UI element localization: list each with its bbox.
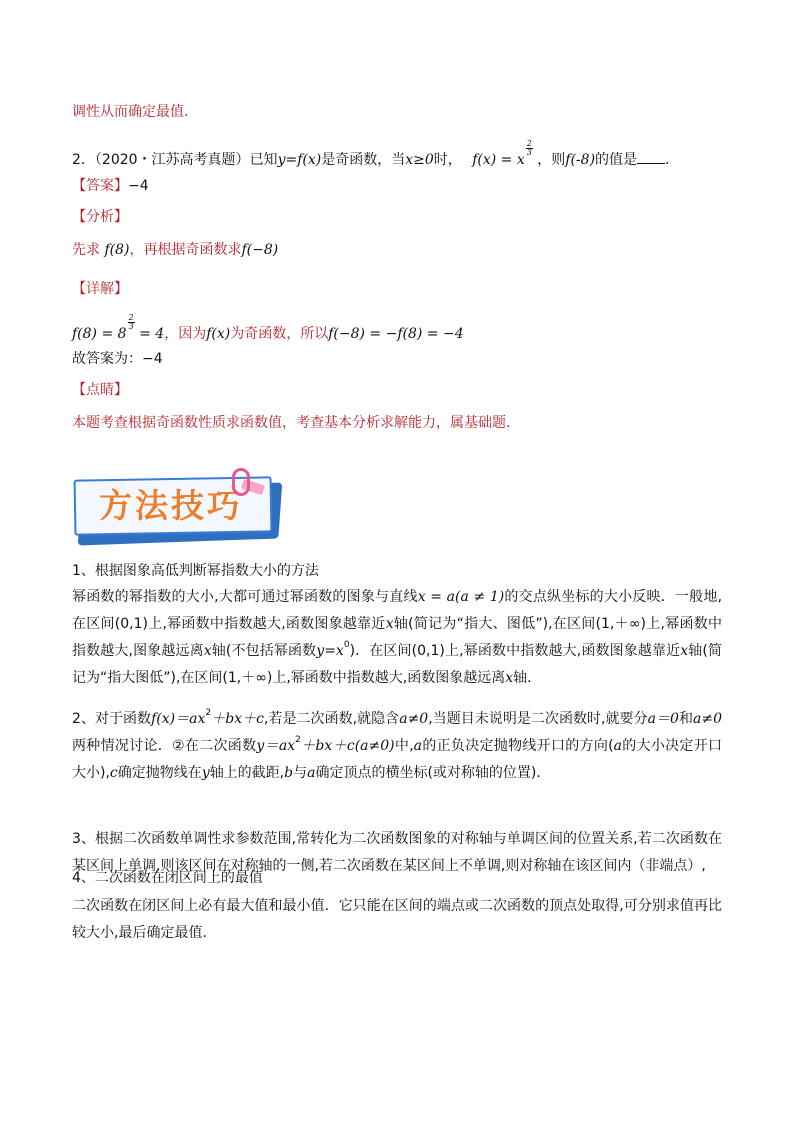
p2-text: 确定抛物线在 xyxy=(117,765,202,781)
p2-text: 的正负决定抛物线开口的方向( xyxy=(422,738,614,754)
question-end: . xyxy=(665,152,670,168)
analysis-part: 先求 xyxy=(72,242,100,258)
p2-text: 2、对于函数 xyxy=(72,711,152,727)
p2-text: 的大小决定开口大小), xyxy=(72,738,723,781)
answer-blank xyxy=(637,151,665,164)
p1-text: )．在区间(0,1)上,幂函数中指数越大,函数图象越靠近 xyxy=(349,643,681,659)
question-func: y=f(x) xyxy=(277,152,322,168)
p1-text: 的交点纵坐标的大小反映．一般地,在区间(0,1)上,幂函数中指数越大,函数图象越靠近 xyxy=(72,589,723,632)
p2-var: c xyxy=(109,765,118,781)
question-ask: f(-8) xyxy=(565,152,596,168)
method-paragraph-3: 3、根据二次函数单调性求参数范围,常转化为二次函数图象的对称轴与单调区间的位置关系,若二次函数在某区间上单调,则该区间在对称轴的一侧,若二次函数在某区间上不单调,则对称轴在该区间内（非端点）, xyxy=(72,831,722,874)
question-text: 已知 xyxy=(249,152,278,168)
p2-text: 与 xyxy=(293,765,308,781)
paperclip-icon xyxy=(232,468,250,496)
p2-exponent: 2 xyxy=(295,735,301,745)
p2-var: a xyxy=(613,738,622,754)
p2-math: f(x)＝ax xyxy=(151,711,206,727)
p2-math: a≠0 xyxy=(399,711,429,727)
answer-value: −4 xyxy=(128,178,149,194)
exp-denominator: 3 xyxy=(128,322,134,331)
p1-text: 轴(简记为“指大图低”),在区间(1,＋∞)上,幂函数中指数越大,函数图象越远离 xyxy=(72,643,722,686)
p2-exponent: 2 xyxy=(205,708,212,718)
detail-text xyxy=(72,314,464,343)
p2-math: y＝ax xyxy=(256,738,296,754)
detail-fx: f(x) xyxy=(206,326,231,342)
question-condition: x≥0 xyxy=(405,152,434,168)
p1-text: 轴． xyxy=(513,670,542,686)
answer-line xyxy=(72,177,149,195)
detail-rhs: = 4 xyxy=(134,326,165,342)
p2-math: ＋bx＋c(a≠0) xyxy=(300,738,395,754)
p2-text: ,若是二次函数,就隐含 xyxy=(263,711,400,727)
method-paragraph-1 xyxy=(72,584,722,692)
question-source: （2020・江苏高考真题） xyxy=(94,152,250,168)
p2-math: a≠0 xyxy=(693,711,722,727)
method-paragraph-2 xyxy=(72,706,722,787)
analysis-text xyxy=(72,241,278,259)
analysis-f8: f(8) xyxy=(104,242,130,258)
p1-var: x xyxy=(505,670,514,686)
p1-text: 幂函数的幂指数的大小,大都可通过幂函数的图象与直线 xyxy=(72,589,418,605)
answer-label: 【答案】 xyxy=(72,178,128,194)
question-text: 是奇函数，当 xyxy=(321,152,406,168)
banner-title: 方法技巧 xyxy=(99,486,243,525)
formula-base: f(x) = x xyxy=(472,152,525,168)
continued-text: 调性从而确定最值． xyxy=(72,104,198,120)
p2-text: 中, xyxy=(394,738,414,754)
formula-exponent xyxy=(526,140,533,157)
detail-part: ，因为 xyxy=(164,326,207,342)
method-heading-1: 1、根据图象高低判断幂指数大小的方法 xyxy=(72,563,319,579)
method-banner xyxy=(72,478,287,548)
exp-numerator: 2 xyxy=(526,139,532,148)
analysis-part: ，再根据奇函数求 xyxy=(129,242,242,258)
question-formula xyxy=(472,139,533,168)
p2-math: a＝0 xyxy=(647,711,679,727)
conclusion: 故答案为：−4 xyxy=(72,351,163,367)
p2-text: 确定顶点的横坐标(或对称轴的位置)． xyxy=(315,765,551,781)
detail-lhs: f(8) = 8 xyxy=(72,326,127,342)
detail-eq2: f(−8) = −f(8) = −4 xyxy=(328,326,464,342)
p2-text: 轴上的截距, xyxy=(209,765,285,781)
detail-eq1 xyxy=(72,313,165,342)
p1-var: y=x xyxy=(316,643,344,659)
p1-text: 轴(简记为“指大、图低”),在区间(1,＋∞)上,幂函数中指数越大,图象越远离 xyxy=(72,616,722,659)
detail-exponent xyxy=(128,314,135,331)
question-text: 的值是 xyxy=(595,152,638,168)
p2-var: a xyxy=(307,765,316,781)
p1-var: x xyxy=(203,643,212,659)
p2-var: a xyxy=(413,738,423,754)
exp-denominator: 3 xyxy=(526,148,532,157)
p2-var: y xyxy=(201,765,210,781)
p2-text: 两种情况讨论．②在二次函数 xyxy=(72,738,257,754)
method-paragraph-4: 二次函数在闭区间上必有最大值和最小值．它只能在区间的端点或二次函数的顶点处取得,可分别求值再比较大小,最后确定最值． xyxy=(72,898,722,941)
question-number: 2． xyxy=(72,152,95,168)
comment-label: 【点睛】 xyxy=(72,382,128,398)
p1-var: x xyxy=(680,643,689,659)
exp-numerator: 2 xyxy=(128,313,134,322)
p1-var: x xyxy=(385,616,394,632)
p1-text: 轴(不包括幂函数 xyxy=(211,643,317,659)
p2-var: b xyxy=(284,765,294,781)
p2-text: ,当题目未说明是二次函数时,就要分 xyxy=(428,711,648,727)
p2-text: 和 xyxy=(678,711,694,727)
analysis-label: 【分析】 xyxy=(72,209,128,225)
question-text: 时， xyxy=(433,152,462,168)
method-heading-4: 4、二次函数在闭区间上的最值 xyxy=(72,870,263,886)
p1-equation: x = a(a ≠ 1) xyxy=(417,589,505,605)
p1-exponent: 0 xyxy=(343,640,350,650)
detail-label: 【详解】 xyxy=(72,281,128,297)
comment-text: 本题考查根据奇函数性质求函数值，考查基本分析求解能力，属基础题． xyxy=(72,415,520,431)
analysis-fm8: f(−8) xyxy=(241,242,279,258)
question-line xyxy=(72,140,669,169)
detail-part: 为奇函数，所以 xyxy=(230,326,329,342)
p2-math: ＋bx＋c xyxy=(211,711,264,727)
question-text: ，则 xyxy=(537,152,566,168)
